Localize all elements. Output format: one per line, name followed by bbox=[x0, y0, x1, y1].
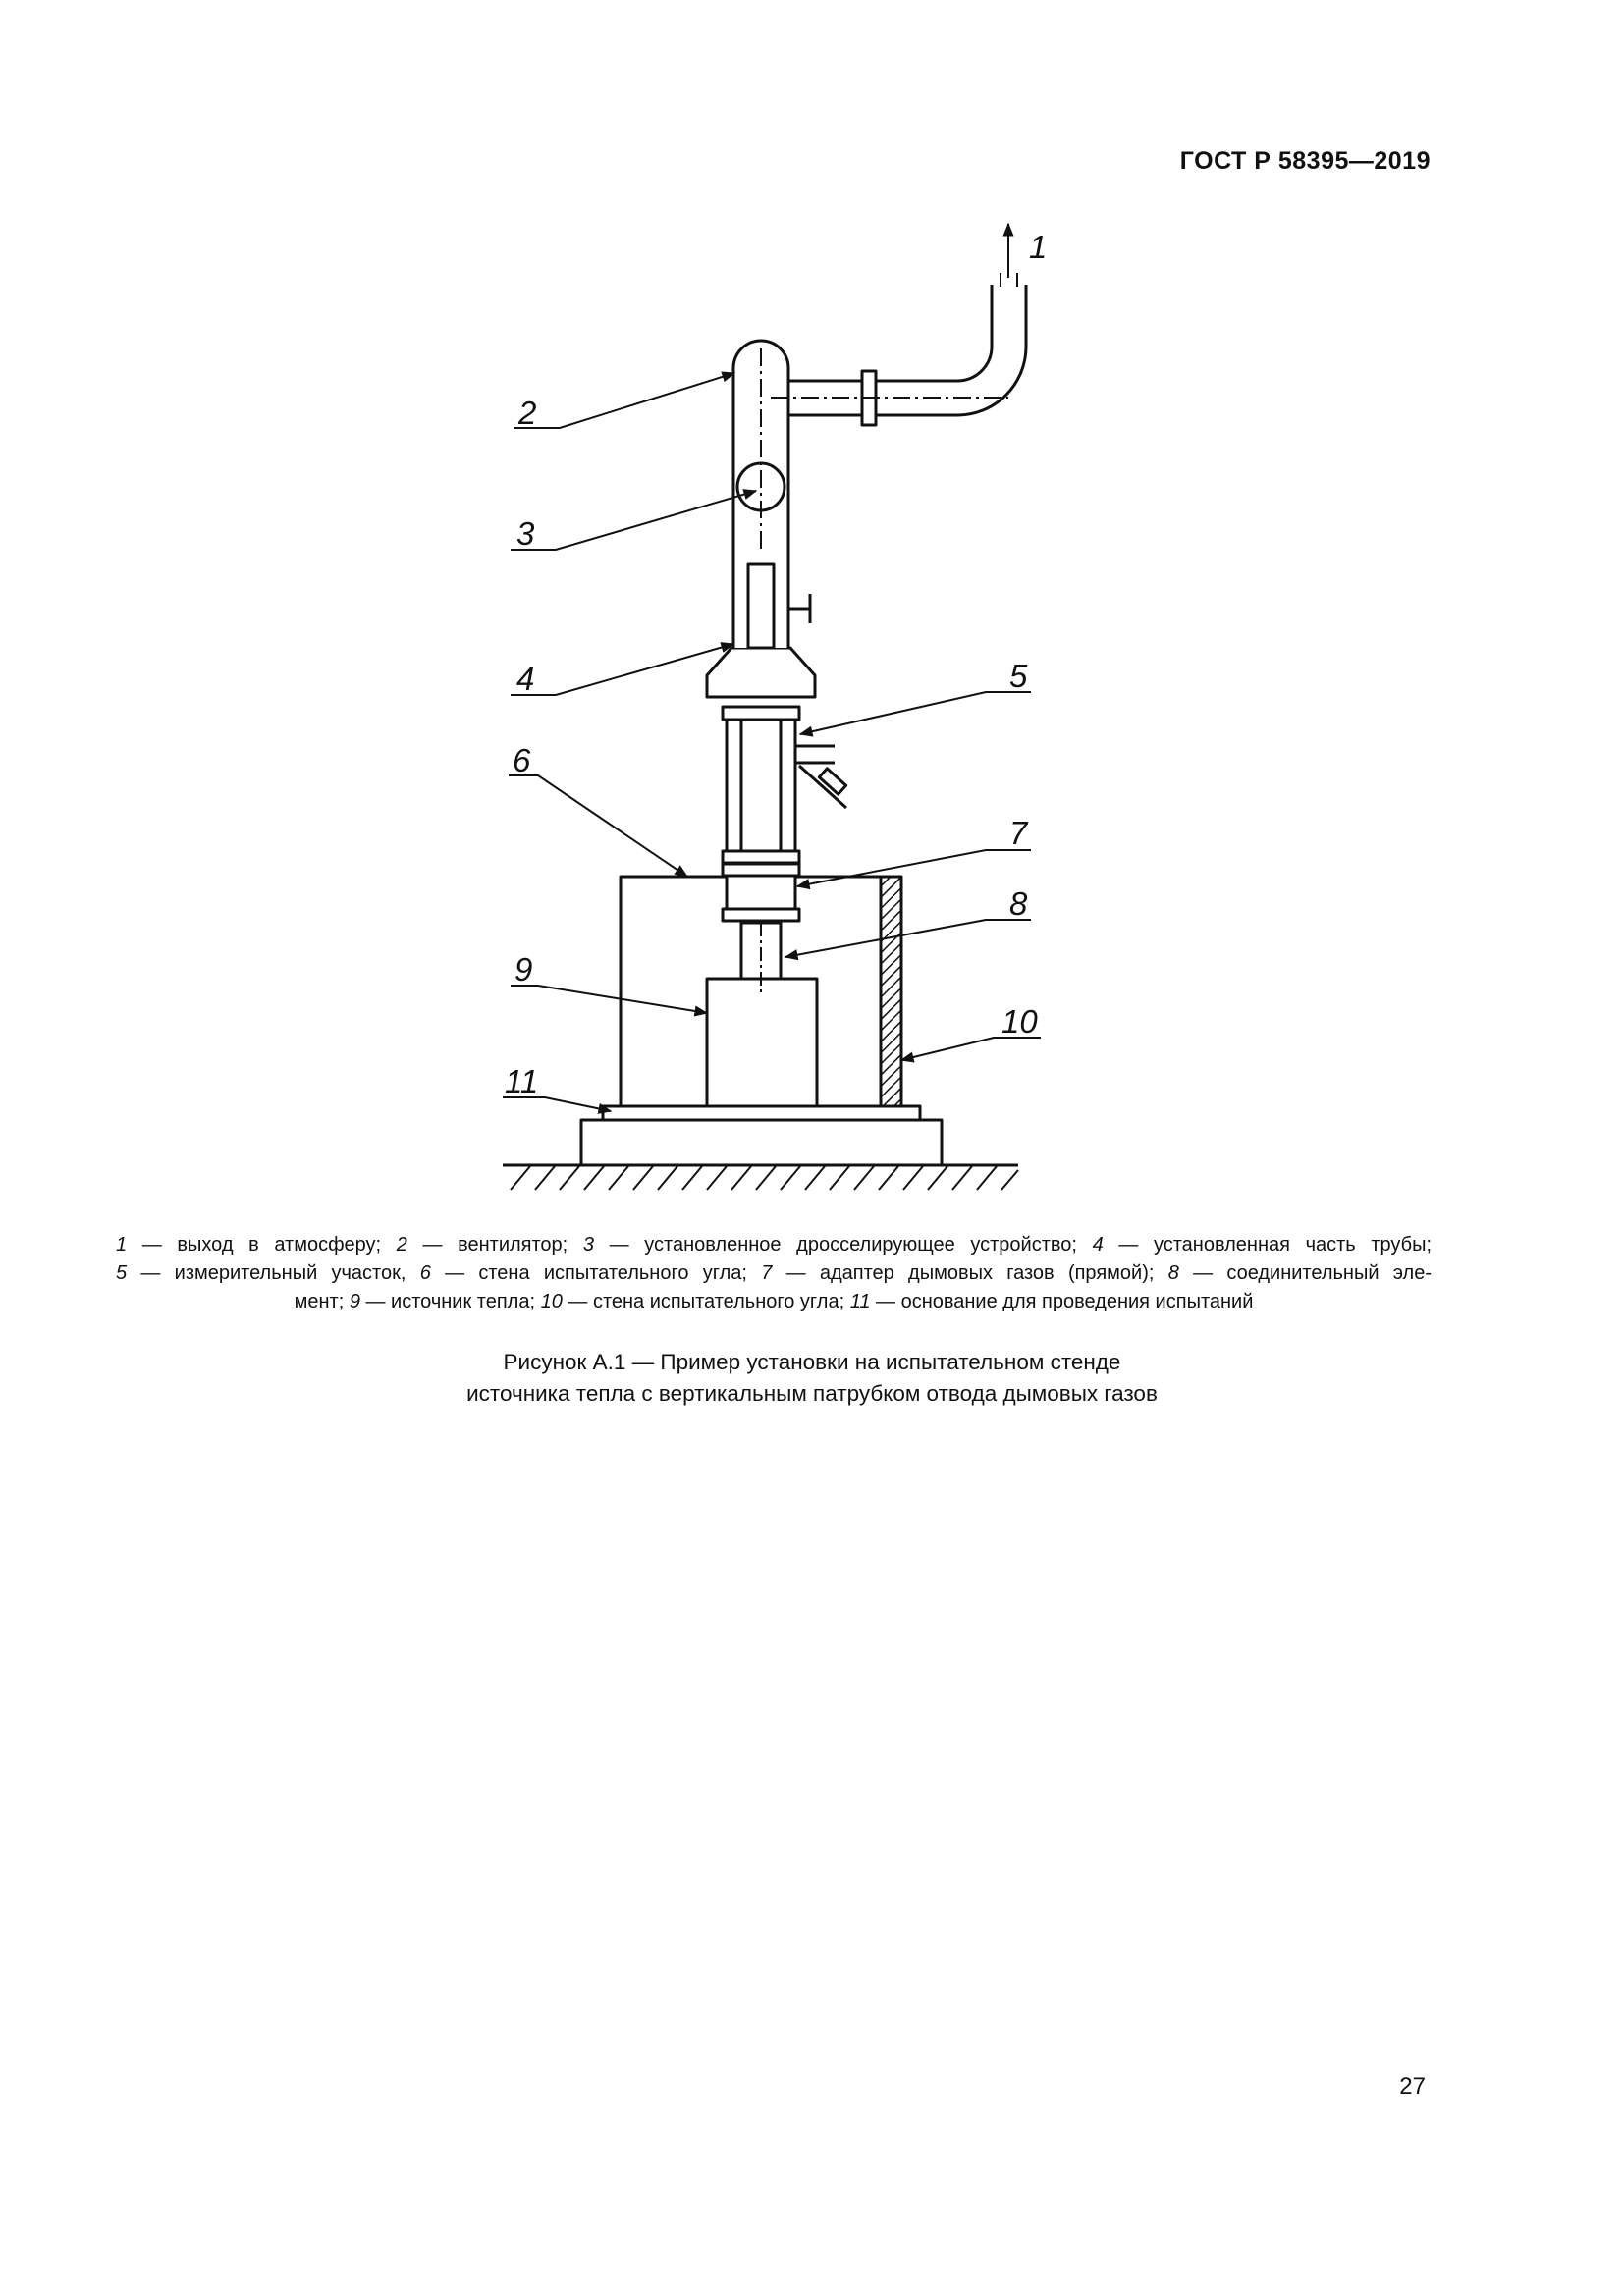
figure-caption bbox=[0, 1347, 1624, 1410]
figure-legend bbox=[116, 1231, 1432, 1316]
label-6: 6 bbox=[513, 742, 531, 778]
caption-line-1: Рисунок А.1 — Пример установки на испытательном стенде bbox=[503, 1350, 1121, 1374]
legend-line-1: 1 — выход в атмосферу; 2 — вентилятор; 3 — установленное дросселирующее устройство; 4 — установленная часть трубы; bbox=[116, 1234, 1432, 1255]
label-2: 2 bbox=[518, 395, 537, 431]
document-header: ГОСТ Р 58395—2019 bbox=[1179, 147, 1431, 175]
label-9: 9 bbox=[514, 951, 533, 988]
label-5: 5 bbox=[1009, 658, 1028, 694]
label-7: 7 bbox=[1009, 815, 1028, 851]
legend-line-3: мент; 9 — источник тепла; 10 — стена испытательного угла; 11 — основание для проведения испытаний bbox=[294, 1291, 1254, 1312]
label-8: 8 bbox=[1009, 885, 1028, 922]
label-10: 10 bbox=[1001, 1003, 1038, 1040]
label-4: 4 bbox=[516, 661, 535, 697]
label-11: 11 bbox=[505, 1063, 539, 1099]
caption-line-2: источника тепла с вертикальным патрубком отвода дымовых газов bbox=[466, 1381, 1158, 1406]
page-number: 27 bbox=[1399, 2073, 1426, 2100]
legend-line-2: 5 — измерительный участок, 6 — стена испытательного угла; 7 — адаптер дымовых газов (прямой); 8 — соединительный эле- bbox=[116, 1262, 1432, 1284]
label-3: 3 bbox=[516, 515, 535, 552]
label-1: 1 bbox=[1029, 229, 1048, 265]
